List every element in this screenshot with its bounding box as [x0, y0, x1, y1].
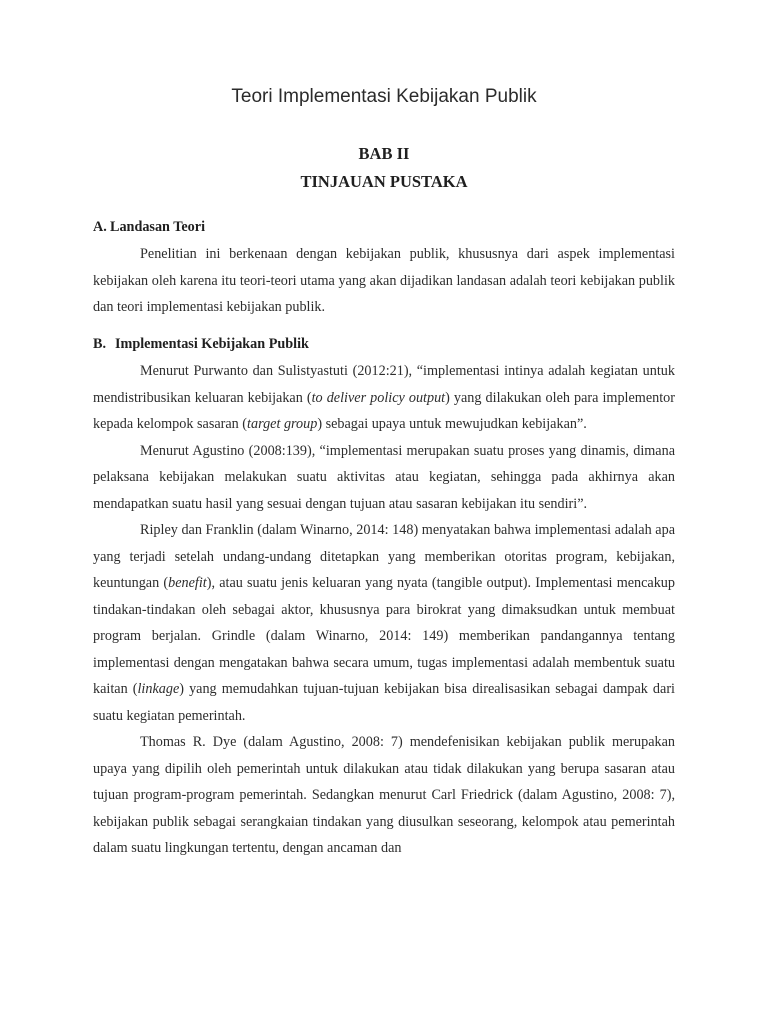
- section-a-title: Landasan Teori: [110, 219, 206, 235]
- chapter-title: TINJAUAN PUSTAKA: [300, 172, 468, 191]
- paragraph-text: ) yang dilakukan oleh para implementor kepada kelompok sasaran (: [93, 389, 675, 432]
- section-a-paragraph: Penelitian ini berkenaan dengan kebijakan publik, khususnya dari aspek implementasi kebijakan oleh karena itu teori-teori utama yang akan dijadikan landasan adalah teori kebijakan publik dan teori implementasi kebijakan publik.: [93, 246, 675, 315]
- section-b-body: [93, 358, 675, 862]
- section-b-letter: B.: [93, 336, 107, 352]
- paragraph-text: ) sebagai upaya untuk mewujudkan kebijakan”.: [317, 416, 587, 432]
- section-a-body: [93, 241, 675, 321]
- section-a-letter: A.: [93, 219, 107, 235]
- paragraph-purwanto: [93, 358, 675, 438]
- paragraph-text: Menurut Purwanto dan Sulistyastuti (2012:21), “implementasi intinya adalah kegiatan untuk mendistribusikan keluaran kebijakan (: [93, 363, 675, 406]
- paragraph-text: Ripley dan Franklin (dalam Winarno, 2014: 148) menyatakan bahwa implementasi adalah apa yang terjadi setelah undang-undang ditetapkan yang memberikan otoritas program, kebijakan, keuntungan (: [93, 522, 675, 591]
- italic-term: target group: [247, 416, 318, 432]
- section-a-heading: [93, 219, 205, 236]
- paragraph-thomas-dye: Thomas R. Dye (dalam Agustino, 2008: 7) mendefenisikan kebijakan publik merupakan upaya yang dipilih oleh pemerintah untuk dilakukan atau tidak dilakukan yang berupa sasaran atau tujuan program-program pemerintah. Sedangkan menurut Carl Friedrick (dalam Agustino, 2008: 7), kebijakan publik sebagai serangkaian tindakan yang diusulkan seseorang, kelompok atau pemerintah dalam suatu lingkungan tertentu, dengan ancaman dan: [93, 734, 675, 856]
- paragraph-text: ), atau suatu jenis keluaran yang nyata (tangible output). Implementasi mencakup tindakan-tindakan oleh sebagai aktor, khususnya para birokrat yang dimaksudkan untuk membuat program berjalan. Grindle (dalam Winarno, 2014: 149) memberikan pandangannya tentang implementasi dengan mengatakan bahwa secara umum, tugas implementasi adalah membentuk suatu kaitan (: [93, 575, 675, 697]
- chapter-number: BAB II: [358, 144, 410, 163]
- italic-term: linkage: [137, 681, 180, 697]
- italic-term: to deliver policy output: [311, 389, 446, 406]
- section-b-title: Implementasi Kebijakan Publik: [115, 336, 309, 352]
- paragraph-ripley-franklin: [93, 517, 675, 729]
- paragraph-agustino: Menurut Agustino (2008:139), “implementasi merupakan suatu proses yang dinamis, dimana pelaksana kebijakan melakukan suatu aktivitas atau kegiatan, sehingga pada akhirnya akan mendapatkan suatu hasil yang sesuai dengan tujuan atau sasaran kebijakan itu sendiri”.: [93, 442, 675, 512]
- document-title: Teori Implementasi Kebijakan Publik: [231, 86, 537, 107]
- italic-term: benefit: [168, 575, 207, 591]
- section-b-heading: [93, 336, 309, 353]
- paragraph-text: ) yang memudahkan tujuan-tujuan kebijakan bisa direalisasikan sebagai dampak dari suatu kegiatan pemerintah.: [93, 681, 675, 724]
